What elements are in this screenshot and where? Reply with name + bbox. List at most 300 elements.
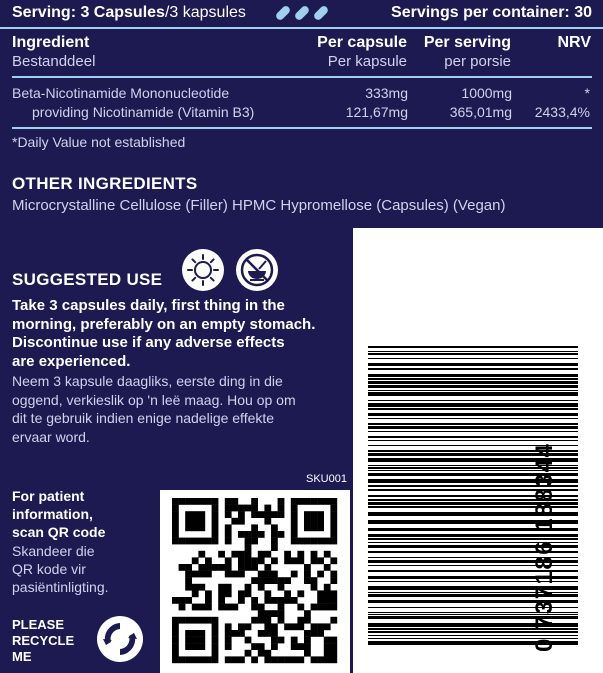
qr-module [297, 538, 304, 545]
qr-module [324, 590, 331, 597]
other-ingredients-title: OTHER INGREDIENTS [12, 174, 198, 193]
barcode-panel [353, 228, 603, 673]
qr-module [291, 597, 298, 604]
qr-module [218, 551, 225, 558]
qr-module [311, 584, 318, 591]
qr-module [231, 604, 238, 611]
qr-module [264, 650, 271, 657]
qr-module [291, 637, 298, 644]
qr-module [271, 643, 278, 650]
qr-module [291, 524, 298, 531]
qr-module [251, 557, 258, 564]
qr-module [245, 637, 252, 644]
qr-module [192, 584, 199, 591]
qr-module [324, 637, 331, 644]
qr-module [179, 597, 186, 604]
qr-module [264, 623, 271, 630]
qr-module [198, 524, 205, 531]
qr-module [317, 524, 324, 531]
qr-module [185, 577, 192, 584]
qr-module [225, 498, 232, 505]
qr-module [172, 498, 179, 505]
qr-module [245, 564, 252, 571]
row-nrv: * [584, 85, 590, 101]
barcode-bar [368, 418, 578, 419]
qr-module [317, 518, 324, 525]
qr-module [258, 610, 265, 617]
qr-module [330, 617, 337, 624]
qr-module [238, 571, 245, 578]
qr-module [297, 498, 304, 505]
qr-module [251, 505, 258, 512]
suggested-use-en [12, 297, 315, 371]
col-per-serving: Per serving [423, 34, 511, 51]
qr-module [212, 630, 219, 637]
qr-module [278, 577, 285, 584]
qr-module [264, 610, 271, 617]
qr-module [185, 637, 192, 644]
qr-module [264, 571, 271, 578]
qr-module [271, 544, 278, 551]
qr-module [258, 643, 265, 650]
qr-module [225, 571, 232, 578]
qr-module [198, 498, 205, 505]
barcode-bar [368, 368, 578, 370]
qr-module [324, 597, 331, 604]
qr-module [330, 524, 337, 531]
qr-module [238, 531, 245, 538]
other-ingredients-text: Microcrystalline Cellulose (Filler) HPMC Hypromellose (Capsules) (Vegan) [12, 197, 506, 214]
qr-module [330, 597, 337, 604]
qr-module [330, 577, 337, 584]
qr-module [278, 604, 285, 611]
qr-module [291, 505, 298, 512]
qr-module [317, 590, 324, 597]
qr-module [185, 571, 192, 578]
qr-module [205, 571, 212, 578]
qr-module [192, 630, 199, 637]
qr-module [317, 604, 324, 611]
qr-module [251, 511, 258, 518]
qr-module [192, 604, 199, 611]
qr-module [245, 505, 252, 512]
capsule-icons [273, 3, 331, 23]
footnote: *Daily Value not established [12, 134, 186, 150]
qr-module [271, 597, 278, 604]
qr-module [198, 518, 205, 525]
qr-module [192, 643, 199, 650]
qr-module [278, 637, 285, 644]
qr-module [251, 531, 258, 538]
qr-module [225, 511, 232, 518]
qr-module [317, 630, 324, 637]
qr-module [225, 630, 232, 637]
qr-module [198, 617, 205, 624]
qr-module [192, 511, 199, 518]
qr-module [291, 571, 298, 578]
barcode [353, 228, 603, 673]
qr-module [304, 630, 311, 637]
suggested-use-en-line: morning, preferably on an empty stomach. [12, 315, 316, 333]
barcode-bar [368, 413, 578, 416]
capsule-icon [273, 3, 331, 23]
qr-module [231, 505, 238, 512]
qr-module [284, 551, 291, 558]
qr-module [311, 604, 318, 611]
qr-module [192, 571, 199, 578]
qr-module [225, 531, 232, 538]
qr-module [172, 538, 179, 545]
barcode-bar [368, 408, 578, 410]
recycle-line: ME [12, 649, 32, 664]
row-name: providing Nicotinamide (Vitamin B3) [32, 104, 255, 120]
qr-code-panel [160, 490, 350, 673]
qr-module [198, 571, 205, 578]
serving-size [12, 4, 246, 22]
qr-module [330, 557, 337, 564]
qr-module [271, 623, 278, 630]
qr-module [291, 623, 298, 630]
qr-module [172, 505, 179, 512]
qr-module [238, 590, 245, 597]
qr-module [304, 617, 311, 624]
qr-module [264, 511, 271, 518]
qr-module [172, 643, 179, 650]
col-ingredient-af: Bestanddeel [12, 53, 96, 70]
qr-module [311, 577, 318, 584]
qr-module [231, 498, 238, 505]
qr-module [238, 564, 245, 571]
qr-module [185, 564, 192, 571]
qr-module [192, 617, 199, 624]
qr-module [297, 643, 304, 650]
barcode-bar [368, 392, 578, 396]
recycle-text [12, 617, 74, 665]
patient-info-af [12, 542, 109, 596]
qr-module [218, 604, 225, 611]
barcode-bar [368, 378, 578, 380]
qr-module [225, 637, 232, 644]
qr-module [284, 597, 291, 604]
qr-module [291, 656, 298, 663]
qr-module [284, 590, 291, 597]
qr-module [258, 577, 265, 584]
patient-info-af-line: QR kode vir [12, 561, 86, 577]
qr-module [192, 498, 199, 505]
qr-module [185, 498, 192, 505]
qr-module [264, 590, 271, 597]
qr-module [205, 656, 212, 663]
qr-module [185, 524, 192, 531]
qr-module [198, 630, 205, 637]
qr-module [245, 623, 252, 630]
qr-module [192, 518, 199, 525]
qr-module [172, 597, 179, 604]
qr-module [304, 518, 311, 525]
serving-size-af: /3 kapsules [164, 4, 246, 21]
qr-module [330, 538, 337, 545]
qr-module [212, 564, 219, 571]
qr-module [264, 630, 271, 637]
qr-module [284, 656, 291, 663]
qr-module [205, 498, 212, 505]
qr-module [225, 604, 232, 611]
qr-module [185, 630, 192, 637]
qr-module [297, 551, 304, 558]
qr-module [205, 557, 212, 564]
qr-module [304, 610, 311, 617]
qr-module [291, 498, 298, 505]
suggested-use-af [12, 372, 296, 446]
qr-module [205, 538, 212, 545]
qr-module [278, 656, 285, 663]
qr-module [271, 577, 278, 584]
qr-module [225, 564, 232, 571]
qr-module [205, 597, 212, 604]
qr-module [198, 551, 205, 558]
qr-module [297, 557, 304, 564]
qr-module [225, 656, 232, 663]
barcode-bar [368, 353, 578, 355]
qr-module [330, 511, 337, 518]
qr-module [317, 597, 324, 604]
qr-module [317, 511, 324, 518]
qr-module [324, 643, 331, 650]
qr-module [324, 538, 331, 545]
qr-module [225, 584, 232, 591]
qr-module [172, 617, 179, 624]
qr-module [330, 518, 337, 525]
table-row [12, 85, 592, 105]
col-nrv: NRV [557, 34, 591, 51]
qr-module [225, 505, 232, 512]
qr-module [258, 584, 265, 591]
qr-module [212, 505, 219, 512]
qr-module [284, 577, 291, 584]
qr-module [317, 623, 324, 630]
qr-module [185, 538, 192, 545]
qr-module [258, 531, 265, 538]
barcode-bar [368, 385, 578, 388]
qr-module [172, 531, 179, 538]
qr-module [245, 551, 252, 558]
qr-module [291, 643, 298, 650]
qr-module [185, 643, 192, 650]
qr-module [205, 564, 212, 571]
qr-module [212, 650, 219, 657]
qr-module [258, 551, 265, 558]
qr-module [330, 498, 337, 505]
suggested-use-af-line: ervaar word. [12, 428, 90, 445]
barcode-bar [368, 423, 578, 425]
serving-size-en: Serving: 3 Capsules [12, 4, 165, 21]
qr-module [172, 630, 179, 637]
table-header-divider [12, 76, 592, 78]
qr-code [160, 490, 350, 673]
qr-module [172, 650, 179, 657]
qr-module [192, 524, 199, 531]
qr-module [304, 564, 311, 571]
col-ingredient: Ingredient [12, 34, 90, 51]
qr-module [238, 557, 245, 564]
qr-module [271, 557, 278, 564]
qr-module [185, 518, 192, 525]
qr-module [238, 656, 245, 663]
barcode-bar [368, 381, 578, 384]
qr-module [198, 637, 205, 644]
patient-info-en-line: For patient [12, 488, 85, 504]
qr-module [311, 551, 318, 558]
qr-module [330, 531, 337, 538]
qr-module [245, 544, 252, 551]
qr-module [212, 617, 219, 624]
qr-module [179, 656, 186, 663]
qr-module [218, 590, 225, 597]
qr-module [251, 564, 258, 571]
qr-module [238, 623, 245, 630]
qr-module [330, 637, 337, 644]
qr-module [311, 511, 318, 518]
qr-module [225, 538, 232, 545]
qr-module [330, 571, 337, 578]
qr-module [297, 623, 304, 630]
qr-module [251, 604, 258, 611]
qr-module [238, 505, 245, 512]
qr-module [264, 505, 271, 512]
qr-module [212, 637, 219, 644]
qr-module [179, 564, 186, 571]
qr-module [324, 498, 331, 505]
row-per-capsule: 333mg [365, 85, 408, 101]
barcode-bar [368, 403, 578, 407]
qr-module [304, 637, 311, 644]
row-per-serving: 1000mg [461, 85, 512, 101]
qr-module [264, 597, 271, 604]
qr-module [231, 551, 238, 558]
qr-module [271, 524, 278, 531]
qr-module [212, 498, 219, 505]
qr-module [317, 656, 324, 663]
suggested-use-en-line: Discontinue use if any adverse effects [12, 334, 285, 351]
qr-module [297, 590, 304, 597]
qr-module [258, 650, 265, 657]
qr-module [284, 623, 291, 630]
barcode-bar [368, 436, 578, 438]
suggested-use-af-line: oggend, verkieslik op 'n leë maag. Hou op om [12, 391, 296, 408]
qr-module [278, 610, 285, 617]
qr-module [317, 571, 324, 578]
qr-module [225, 590, 232, 597]
qr-module [225, 643, 232, 650]
qr-module [291, 538, 298, 545]
qr-module [192, 557, 199, 564]
barcode-bar [368, 374, 578, 377]
qr-module [238, 630, 245, 637]
qr-module [304, 577, 311, 584]
qr-module [245, 650, 252, 657]
qr-module [330, 604, 337, 611]
qr-module [218, 597, 225, 604]
qr-module [317, 538, 324, 545]
qr-module [185, 656, 192, 663]
qr-module [198, 511, 205, 518]
barcode-bar [368, 440, 578, 441]
qr-module [271, 571, 278, 578]
qr-module [185, 597, 192, 604]
qr-module [278, 511, 285, 518]
qr-module [324, 623, 331, 630]
qr-module [324, 604, 331, 611]
qr-module [304, 571, 311, 578]
qr-module [192, 538, 199, 545]
barcode-bar [368, 351, 578, 352]
no-food-icon [236, 249, 278, 291]
qr-module [311, 538, 318, 545]
sun-icon [182, 249, 224, 291]
qr-module [212, 656, 219, 663]
qr-module [251, 656, 258, 663]
qr-module [311, 498, 318, 505]
qr-module [185, 584, 192, 591]
qr-module [278, 498, 285, 505]
suggested-use-en-line: Take 3 capsules daily, first thing in the [12, 297, 285, 314]
sku-label: SKU001 [306, 473, 347, 485]
qr-module [284, 557, 291, 564]
barcode-bar [368, 390, 578, 391]
qr-module [324, 564, 331, 571]
qr-module [271, 637, 278, 644]
qr-module [245, 557, 252, 564]
qr-module [278, 531, 285, 538]
qr-module [304, 524, 311, 531]
qr-module [291, 557, 298, 564]
patient-info-af-line: pasiëntinligting. [12, 579, 109, 595]
qr-module [225, 524, 232, 531]
qr-module [238, 511, 245, 518]
qr-module [297, 604, 304, 611]
qr-module [264, 656, 271, 663]
qr-module [225, 557, 232, 564]
recycle-line: PLEASE [12, 617, 65, 632]
qr-module [205, 604, 212, 611]
qr-module [251, 538, 258, 545]
qr-module [304, 498, 311, 505]
qr-module [291, 531, 298, 538]
qr-module [251, 498, 258, 505]
qr-module [311, 623, 318, 630]
qr-module [185, 617, 192, 624]
qr-module [324, 584, 331, 591]
suggested-use-en-line: are experienced. [12, 352, 131, 370]
qr-module [212, 511, 219, 518]
qr-module [172, 637, 179, 644]
qr-module [297, 617, 304, 624]
qr-module [291, 518, 298, 525]
servings-per-container: Servings per container: 30 [391, 4, 592, 21]
qr-module [271, 630, 278, 637]
qr-module [330, 656, 337, 663]
recycle-line: RECYCLE [12, 633, 75, 648]
qr-module [264, 617, 271, 624]
qr-module [258, 511, 265, 518]
qr-module [330, 650, 337, 657]
barcode-bar [368, 426, 578, 429]
qr-module [205, 617, 212, 624]
qr-module [212, 518, 219, 525]
qr-module [251, 524, 258, 531]
qr-module [225, 623, 232, 630]
table-row [12, 104, 592, 124]
